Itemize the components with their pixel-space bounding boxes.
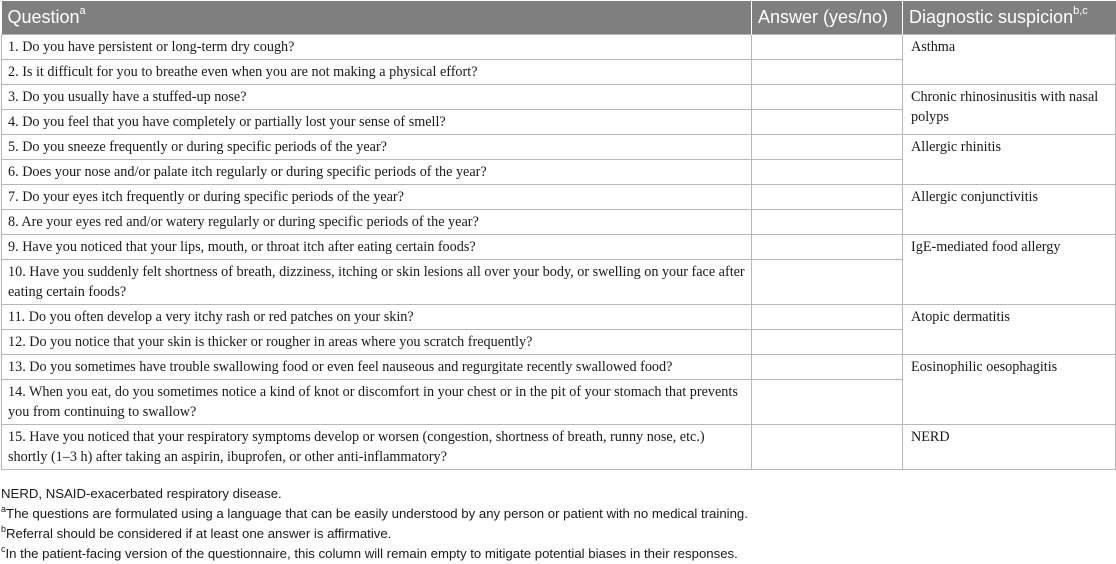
footnote-b-text: Referral should be considered if at least one answer is affirmative.	[6, 526, 392, 541]
answer-cell[interactable]	[752, 380, 903, 425]
question-cell: 11. Do you often develop a very itchy rash or red patches on your skin?	[2, 305, 752, 330]
question-cell: 1. Do you have persistent or long-term dry cough?	[2, 35, 752, 60]
diagnosis-cell: IgE-mediated food allergy	[903, 235, 1116, 305]
question-cell: 3. Do you usually have a stuffed-up nose?	[2, 85, 752, 110]
table-row	[2, 305, 1116, 330]
answer-cell[interactable]	[752, 305, 903, 330]
question-cell: 10. Have you suddenly felt shortness of breath, dizziness, itching or skin lesions all over your body, or swelling on your face after eating certain foods?	[2, 260, 752, 305]
answer-cell[interactable]	[752, 260, 903, 305]
answer-cell[interactable]	[752, 135, 903, 160]
question-cell: 14. When you eat, do you sometimes notice a kind of knot or discomfort in your chest or in the pit of your stomach that prevents you from continuing to swallow?	[2, 380, 752, 425]
footnote-b	[1, 524, 748, 544]
table-row	[2, 355, 1116, 380]
table-footnotes	[1, 484, 748, 564]
answer-cell[interactable]	[752, 85, 903, 110]
question-cell: 5. Do you sneeze frequently or during specific periods of the year?	[2, 135, 752, 160]
footnote-c-text: In the patient-facing version of the questionnaire, this column will remain empty to mitigate potential biases in their responses.	[5, 546, 738, 561]
question-cell: 4. Do you feel that you have completely or partially lost your sense of smell?	[2, 110, 752, 135]
diagnosis-cell: Asthma	[903, 35, 1116, 85]
table-row	[2, 35, 1116, 60]
footnote-c	[1, 544, 748, 564]
header-question-label: Question	[7, 7, 80, 27]
table-row	[2, 85, 1116, 110]
answer-cell[interactable]	[752, 210, 903, 235]
footnote-b-mark: b	[1, 524, 7, 534]
diagnosis-cell: Atopic dermatitis	[903, 305, 1116, 355]
answer-cell[interactable]	[752, 185, 903, 210]
answer-cell[interactable]	[752, 235, 903, 260]
question-cell: 9. Have you noticed that your lips, mouth, or throat itch after eating certain foods?	[2, 235, 752, 260]
answer-cell[interactable]	[752, 160, 903, 185]
table-row	[2, 235, 1116, 260]
header-diagnostic	[903, 1, 1116, 35]
footnote-a-text: The questions are formulated using a language that can be easily understood by any person or patient with no medical training.	[6, 506, 748, 521]
question-cell: 13. Do you sometimes have trouble swallowing food or even feel nauseous and regurgitate recently swallowed food?	[2, 355, 752, 380]
answer-cell[interactable]	[752, 60, 903, 85]
table-row	[2, 425, 1116, 470]
question-cell: 7. Do your eyes itch frequently or during specific periods of the year?	[2, 185, 752, 210]
diagnosis-cell: Chronic rhinosinusitis with nasal polyps	[903, 85, 1116, 135]
header-question-footnote-mark: a	[79, 5, 86, 17]
header-row	[2, 1, 1116, 35]
question-cell: 15. Have you noticed that your respiratory symptoms develop or worsen (congestion, shortness of breath, runny nose, etc.) shortly (1–3 h) after taking an aspirin, ibuprofen, or other anti-inflammatory?	[2, 425, 752, 470]
question-cell: 6. Does your nose and/or palate itch regularly or during specific periods of the year?	[2, 160, 752, 185]
diagnosis-cell: Allergic conjunctivitis	[903, 185, 1116, 235]
question-cell: 8. Are your eyes red and/or watery regularly or during specific periods of the year?	[2, 210, 752, 235]
diagnosis-cell: Eosinophilic oesophagitis	[903, 355, 1116, 425]
answer-cell[interactable]	[752, 110, 903, 135]
header-diagnostic-footnote-mark: b,c	[1073, 5, 1088, 17]
footnote-c-mark: c	[1, 544, 6, 554]
header-answer: Answer (yes/no)	[752, 1, 903, 35]
footnote-a	[1, 504, 748, 524]
answer-cell[interactable]	[752, 35, 903, 60]
table-row	[2, 185, 1116, 210]
answer-cell[interactable]	[752, 330, 903, 355]
footnote-a-mark: a	[1, 504, 7, 514]
question-cell: 12. Do you notice that your skin is thicker or rougher in areas where you scratch frequently?	[2, 330, 752, 355]
questionnaire-table	[1, 1, 1116, 470]
table-row	[2, 135, 1116, 160]
answer-cell[interactable]	[752, 355, 903, 380]
answer-cell[interactable]	[752, 425, 903, 470]
header-question	[2, 1, 752, 35]
diagnosis-cell: Allergic rhinitis	[903, 135, 1116, 185]
diagnosis-cell: NERD	[903, 425, 1116, 470]
question-cell: 2. Is it difficult for you to breathe even when you are not making a physical effort?	[2, 60, 752, 85]
footnote-abbreviation: NERD, NSAID-exacerbated respiratory disease.	[1, 486, 282, 501]
header-diagnostic-label: Diagnostic suspicion	[909, 7, 1074, 27]
